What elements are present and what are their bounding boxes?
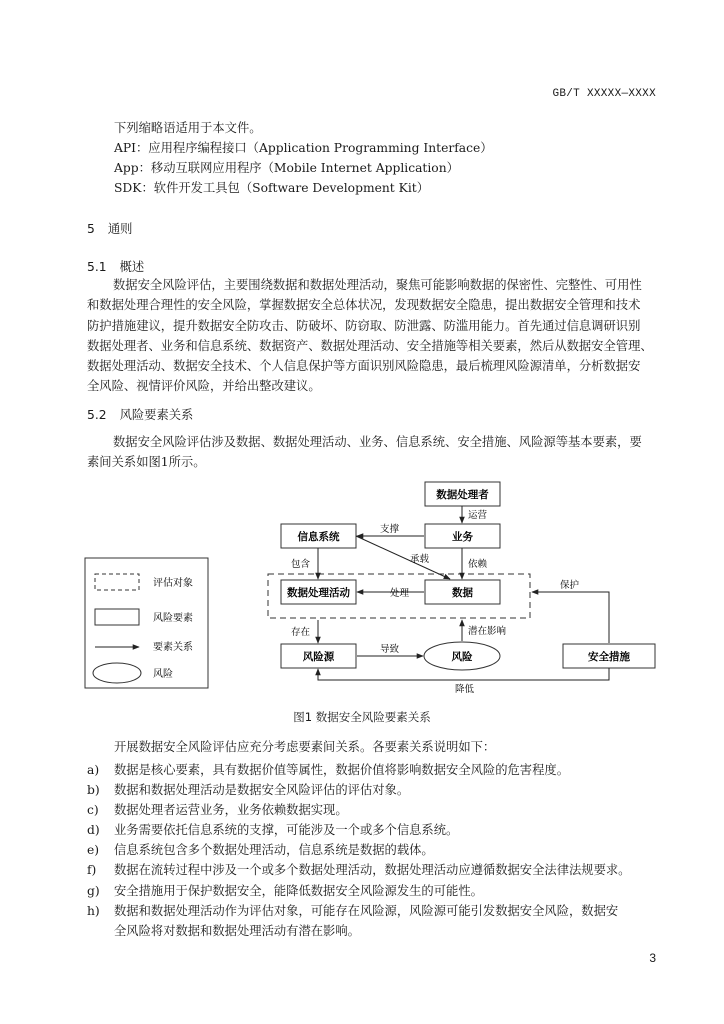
node-business-label: 业务: [452, 531, 473, 543]
node-security-measures-label: 安全措施: [588, 651, 630, 663]
edge-reduce-label: 降低: [455, 684, 475, 695]
list-item: [87, 820, 667, 840]
edge-carry-label: 承载: [410, 554, 430, 565]
list-marker: c): [87, 803, 99, 818]
section-title: 通则: [107, 222, 133, 236]
para-line: 全风险、视情评价风险，并给出整改建议。: [87, 379, 321, 394]
relations-intro: 开展数据安全风险评估应充分考虑要素间关系。各要素关系说明如下：: [114, 740, 496, 754]
abbrev-item: API：应用程序编程接口（Application Programming Interface）: [114, 141, 493, 155]
list-text: 安全措施用于保护数据安全，能降低数据安全风险源发生的可能性。: [114, 883, 483, 898]
list-marker: d): [87, 823, 100, 838]
figure-caption: 图1 数据安全风险要素关系: [293, 710, 431, 724]
section-number: 5: [87, 222, 95, 236]
edge-protect: [532, 592, 609, 643]
edge-operate-label: 运营: [468, 510, 488, 521]
list-item: [87, 901, 667, 921]
risk-element-diagram: [0, 470, 724, 710]
node-risk-source-label: 风险源: [302, 651, 335, 663]
edge-contain-label: 包含: [290, 559, 310, 570]
list-marker: e): [87, 843, 100, 858]
section-title: 风险要素关系: [119, 408, 194, 422]
legend-element-label: 风险要素: [153, 613, 193, 624]
edge-potential-impact-label: 潜在影响: [468, 626, 507, 637]
para-line: 数据安全风险评估涉及数据、数据处理活动、业务、信息系统、安全措施、风险源等基本要素，要: [113, 435, 642, 449]
list-item: [87, 860, 667, 880]
list-text: 数据和数据处理活动是数据安全风险评估的评估对象。: [114, 783, 410, 798]
node-risk-label: 风险: [451, 651, 473, 663]
legend: [85, 558, 208, 688]
para-line: 数据处理者、业务和信息系统、数据资产、数据处理活动、安全措施等相关要素，然后从数据安全管理、: [87, 338, 653, 353]
section-number: 5.2: [87, 408, 107, 422]
list-marker: h): [87, 903, 100, 918]
list-text: 数据和数据处理活动作为评估对象，可能存在风险源，风险源可能引发数据安全风险，数据安: [114, 903, 619, 918]
list-item: [87, 840, 667, 860]
para-line: 素间关系如图1所示。: [87, 455, 206, 470]
edge-protect-label: 保护: [560, 580, 580, 591]
edge-lead-label: 导致: [380, 644, 400, 655]
section-number: 5.1: [87, 260, 107, 274]
section-5-1-paragraph: [87, 275, 659, 397]
edge-support-label: 支撑: [380, 524, 400, 535]
list-text: 数据在流转过程中涉及一个或多个数据处理活动，数据处理活动应遵循数据安全法律法规要求。: [114, 863, 631, 878]
list-item: [87, 800, 667, 820]
section-5-2-heading: [87, 405, 193, 423]
node-data-processor-label: 数据处理者: [436, 489, 489, 501]
para-line: 数据处理活动、数据安全技术、个人信息保护等方面识别风险隐患，最后梳理风险源清单，分析数据安: [87, 359, 641, 374]
edge-exist-label: 存在: [290, 627, 310, 638]
legend-assessment-label: 评估对象: [153, 578, 193, 589]
list-text: 信息系统包含多个数据处理活动，信息系统是数据的载体。: [114, 843, 434, 858]
legend-relation-label: 要素关系: [153, 642, 193, 653]
abbrev-intro: 下列缩略语适用于本文件。: [114, 121, 262, 135]
para-line: 数据安全风险评估，主要围绕数据和数据处理活动，聚焦可能影响数据的保密性、完整性、可用性: [113, 278, 642, 292]
section-5-1-heading: [87, 257, 144, 275]
relations-list: [87, 760, 667, 941]
section-title: 概述: [119, 260, 145, 274]
list-item: [87, 780, 667, 800]
node-data-activity-label: 数据处理活动: [287, 587, 350, 599]
document-code: GB/T XXXXX—XXXX: [552, 88, 656, 100]
section-5-heading: [87, 219, 132, 237]
legend-risk-label: 风险: [153, 669, 173, 680]
node-info-system-label: 信息系统: [297, 531, 340, 543]
node-data-label: 数据: [452, 587, 473, 599]
section-5-2-paragraph: [87, 432, 659, 473]
list-text: 数据处理者运营业务，业务依赖数据实现。: [114, 803, 348, 818]
list-text: 业务需要依托信息系统的支撑，可能涉及一个或多个信息系统。: [114, 823, 459, 838]
list-item: [87, 760, 667, 780]
abbrev-item: App：移动互联网应用程序（Mobile Internet Application）: [114, 161, 459, 175]
list-text: 数据是核心要素，具有数据价值等属性，数据价值将影响数据安全风险的危害程度。: [114, 763, 569, 777]
abbrev-item: SDK：软件开发工具包（Software Development Kit）: [114, 181, 430, 195]
list-marker: b): [87, 783, 100, 798]
para-line: 防护措施建议，提升数据安全防攻击、防破坏、防窃取、防泄露、防滥用能力。首先通过信息调研识别: [87, 318, 641, 333]
list-item-continuation: 全风险将对数据和数据处理活动有潜在影响。: [114, 923, 360, 938]
page-number: 3: [649, 951, 656, 965]
para-line: 和数据处理合理性的安全风险，掌握数据安全总体状况，发现数据安全隐患，提出数据安全管理和技术: [87, 298, 641, 313]
list-marker: g): [87, 883, 100, 898]
list-marker: f): [87, 863, 97, 878]
edge-process-label: 处理: [390, 588, 410, 599]
edge-depend-label: 依赖: [468, 559, 488, 570]
list-marker: a): [87, 763, 100, 777]
list-item: [87, 881, 667, 901]
